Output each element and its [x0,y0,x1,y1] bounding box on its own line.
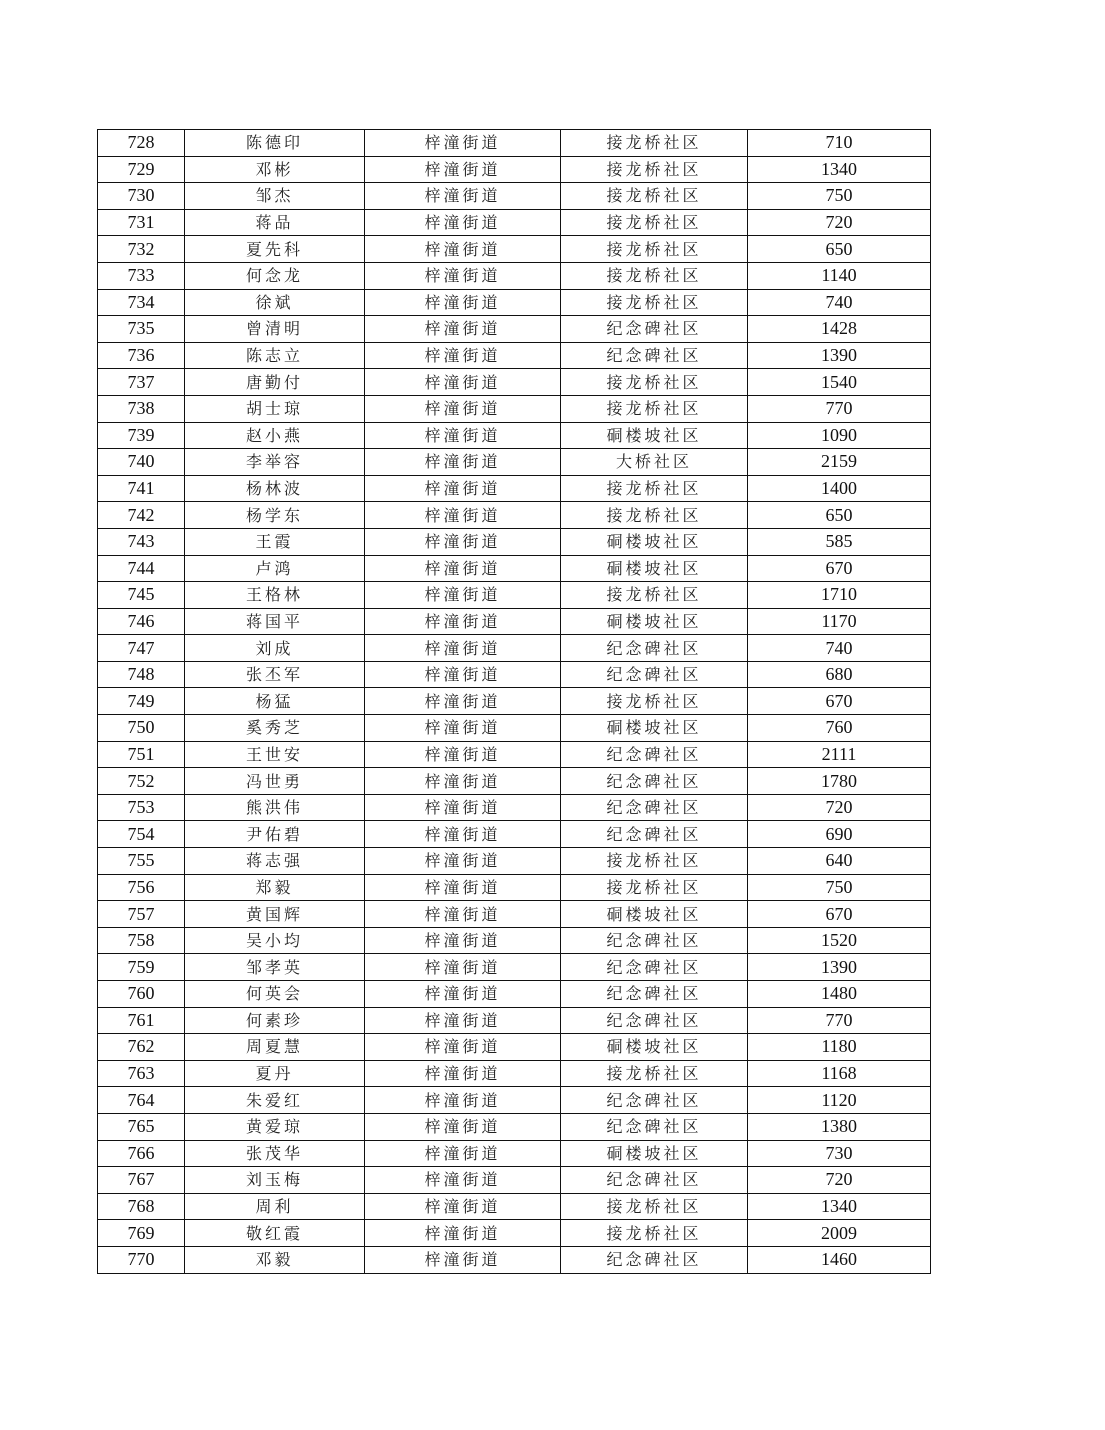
amount-cell: 710 [748,130,931,157]
street-cell: 梓潼街道 [365,528,561,555]
table-row [98,1167,931,1194]
table-row [98,1220,931,1247]
amount-cell: 720 [748,794,931,821]
row-number-cell: 739 [98,422,185,449]
community-cell: 接龙桥社区 [561,262,748,289]
street-cell: 梓潼街道 [365,475,561,502]
name-cell: 陈德印 [185,130,365,157]
row-number-cell: 732 [98,236,185,263]
street-cell: 梓潼街道 [365,741,561,768]
community-cell: 接龙桥社区 [561,475,748,502]
row-number-cell: 735 [98,316,185,343]
amount-cell: 585 [748,528,931,555]
street-cell: 梓潼街道 [365,289,561,316]
table-row [98,422,931,449]
street-cell: 梓潼街道 [365,449,561,476]
name-cell: 何英会 [185,981,365,1008]
amount-cell: 2009 [748,1220,931,1247]
amount-cell: 760 [748,715,931,742]
street-cell: 梓潼街道 [365,927,561,954]
street-cell: 梓潼街道 [365,848,561,875]
name-cell: 刘玉梅 [185,1167,365,1194]
amount-cell: 1170 [748,608,931,635]
table-row [98,954,931,981]
row-number-cell: 731 [98,209,185,236]
street-cell: 梓潼街道 [365,395,561,422]
row-number-cell: 742 [98,502,185,529]
table-row [98,316,931,343]
name-cell: 杨林波 [185,475,365,502]
community-cell: 接龙桥社区 [561,848,748,875]
name-cell: 周夏慧 [185,1034,365,1061]
row-number-cell: 763 [98,1060,185,1087]
street-cell: 梓潼街道 [365,688,561,715]
table-row [98,502,931,529]
community-cell: 接龙桥社区 [561,582,748,609]
community-cell: 接龙桥社区 [561,874,748,901]
name-cell: 胡士琼 [185,395,365,422]
table-row [98,688,931,715]
community-cell: 接龙桥社区 [561,209,748,236]
row-number-cell: 747 [98,635,185,662]
amount-cell: 1380 [748,1113,931,1140]
row-number-cell: 765 [98,1113,185,1140]
name-cell: 邹杰 [185,183,365,210]
amount-cell: 1710 [748,582,931,609]
community-cell: 纪念碑社区 [561,768,748,795]
table-row [98,395,931,422]
amount-cell: 670 [748,901,931,928]
community-cell: 纪念碑社区 [561,927,748,954]
street-cell: 梓潼街道 [365,156,561,183]
row-number-cell: 753 [98,794,185,821]
street-cell: 梓潼街道 [365,661,561,688]
name-cell: 卢鸿 [185,555,365,582]
amount-cell: 1180 [748,1034,931,1061]
community-cell: 纪念碑社区 [561,316,748,343]
community-cell: 接龙桥社区 [561,1060,748,1087]
table-row [98,874,931,901]
amount-cell: 1428 [748,316,931,343]
name-cell: 陈志立 [185,342,365,369]
name-cell: 蒋志强 [185,848,365,875]
name-cell: 刘成 [185,635,365,662]
street-cell: 梓潼街道 [365,555,561,582]
community-cell: 接龙桥社区 [561,688,748,715]
table-row [98,475,931,502]
street-cell: 梓潼街道 [365,130,561,157]
table-row [98,741,931,768]
row-number-cell: 738 [98,395,185,422]
street-cell: 梓潼街道 [365,183,561,210]
table-row [98,262,931,289]
community-cell: 硐楼坡社区 [561,422,748,449]
amount-cell: 650 [748,236,931,263]
row-number-cell: 730 [98,183,185,210]
row-number-cell: 760 [98,981,185,1008]
community-cell: 纪念碑社区 [561,1113,748,1140]
name-cell: 何素珍 [185,1007,365,1034]
row-number-cell: 767 [98,1167,185,1194]
row-number-cell: 766 [98,1140,185,1167]
street-cell: 梓潼街道 [365,502,561,529]
community-cell: 硐楼坡社区 [561,1034,748,1061]
street-cell: 梓潼街道 [365,1167,561,1194]
name-cell: 杨学东 [185,502,365,529]
table-row [98,794,931,821]
table-row [98,768,931,795]
community-cell: 纪念碑社区 [561,635,748,662]
table-row [98,848,931,875]
community-cell: 纪念碑社区 [561,954,748,981]
table-row [98,369,931,396]
street-cell: 梓潼街道 [365,1220,561,1247]
row-number-cell: 757 [98,901,185,928]
street-cell: 梓潼街道 [365,821,561,848]
table-row [98,130,931,157]
community-cell: 接龙桥社区 [561,156,748,183]
table-row [98,156,931,183]
row-number-cell: 762 [98,1034,185,1061]
name-cell: 邹孝英 [185,954,365,981]
name-cell: 黄爱琼 [185,1113,365,1140]
community-cell: 纪念碑社区 [561,1087,748,1114]
amount-cell: 670 [748,555,931,582]
community-cell: 硐楼坡社区 [561,608,748,635]
amount-cell: 1168 [748,1060,931,1087]
table-row [98,209,931,236]
amount-cell: 1140 [748,262,931,289]
row-number-cell: 746 [98,608,185,635]
name-cell: 夏丹 [185,1060,365,1087]
table-row [98,1140,931,1167]
name-cell: 徐斌 [185,289,365,316]
amount-cell: 740 [748,635,931,662]
amount-cell: 1090 [748,422,931,449]
community-cell: 硐楼坡社区 [561,528,748,555]
row-number-cell: 741 [98,475,185,502]
name-cell: 王世安 [185,741,365,768]
amount-cell: 1340 [748,156,931,183]
community-cell: 硐楼坡社区 [561,1140,748,1167]
amount-cell: 680 [748,661,931,688]
community-cell: 纪念碑社区 [561,342,748,369]
community-cell: 纪念碑社区 [561,741,748,768]
name-cell: 周利 [185,1193,365,1220]
name-cell: 朱爱红 [185,1087,365,1114]
row-number-cell: 770 [98,1246,185,1273]
amount-cell: 690 [748,821,931,848]
table-row [98,981,931,1008]
name-cell: 邓毅 [185,1246,365,1273]
street-cell: 梓潼街道 [365,715,561,742]
row-number-cell: 764 [98,1087,185,1114]
name-cell: 蒋品 [185,209,365,236]
name-cell: 熊洪伟 [185,794,365,821]
table-row [98,635,931,662]
row-number-cell: 749 [98,688,185,715]
name-cell: 夏先科 [185,236,365,263]
community-cell: 接龙桥社区 [561,183,748,210]
name-cell: 张丕军 [185,661,365,688]
amount-cell: 750 [748,874,931,901]
name-cell: 杨猛 [185,688,365,715]
amount-cell: 730 [748,1140,931,1167]
name-cell: 奚秀芝 [185,715,365,742]
street-cell: 梓潼街道 [365,1193,561,1220]
name-cell: 李举容 [185,449,365,476]
community-cell: 硐楼坡社区 [561,715,748,742]
street-cell: 梓潼街道 [365,582,561,609]
amount-cell: 1480 [748,981,931,1008]
street-cell: 梓潼街道 [365,1087,561,1114]
amount-cell: 770 [748,1007,931,1034]
street-cell: 梓潼街道 [365,1246,561,1273]
table-row [98,528,931,555]
street-cell: 梓潼街道 [365,874,561,901]
street-cell: 梓潼街道 [365,768,561,795]
street-cell: 梓潼街道 [365,608,561,635]
street-cell: 梓潼街道 [365,1113,561,1140]
table-row [98,927,931,954]
row-number-cell: 737 [98,369,185,396]
name-cell: 王格林 [185,582,365,609]
table-row [98,661,931,688]
data-table [97,129,931,1274]
street-cell: 梓潼街道 [365,342,561,369]
amount-cell: 720 [748,1167,931,1194]
table-row [98,289,931,316]
name-cell: 黄国辉 [185,901,365,928]
street-cell: 梓潼街道 [365,1007,561,1034]
community-cell: 接龙桥社区 [561,1220,748,1247]
amount-cell: 1540 [748,369,931,396]
community-cell: 纪念碑社区 [561,1246,748,1273]
row-number-cell: 734 [98,289,185,316]
street-cell: 梓潼街道 [365,1060,561,1087]
table-row [98,901,931,928]
community-cell: 接龙桥社区 [561,502,748,529]
table-row [98,1087,931,1114]
amount-cell: 1390 [748,342,931,369]
name-cell: 郑毅 [185,874,365,901]
amount-cell: 2159 [748,449,931,476]
row-number-cell: 733 [98,262,185,289]
table-row [98,183,931,210]
name-cell: 王霞 [185,528,365,555]
table-row [98,236,931,263]
row-number-cell: 751 [98,741,185,768]
row-number-cell: 740 [98,449,185,476]
street-cell: 梓潼街道 [365,369,561,396]
street-cell: 梓潼街道 [365,1034,561,1061]
row-number-cell: 768 [98,1193,185,1220]
table-row [98,1246,931,1273]
table-row [98,821,931,848]
table-row [98,1007,931,1034]
amount-cell: 1460 [748,1246,931,1273]
amount-cell: 650 [748,502,931,529]
row-number-cell: 752 [98,768,185,795]
row-number-cell: 754 [98,821,185,848]
table-row [98,555,931,582]
street-cell: 梓潼街道 [365,262,561,289]
name-cell: 张茂华 [185,1140,365,1167]
street-cell: 梓潼街道 [365,635,561,662]
name-cell: 曾清明 [185,316,365,343]
row-number-cell: 756 [98,874,185,901]
row-number-cell: 729 [98,156,185,183]
row-number-cell: 728 [98,130,185,157]
community-cell: 纪念碑社区 [561,1167,748,1194]
name-cell: 邓彬 [185,156,365,183]
table-row [98,582,931,609]
row-number-cell: 743 [98,528,185,555]
amount-cell: 740 [748,289,931,316]
name-cell: 敬红霞 [185,1220,365,1247]
table-row [98,1113,931,1140]
table-row [98,1193,931,1220]
street-cell: 梓潼街道 [365,954,561,981]
row-number-cell: 736 [98,342,185,369]
table-row [98,1034,931,1061]
amount-cell: 640 [748,848,931,875]
community-cell: 接龙桥社区 [561,369,748,396]
row-number-cell: 750 [98,715,185,742]
row-number-cell: 748 [98,661,185,688]
community-cell: 接龙桥社区 [561,395,748,422]
table-row [98,715,931,742]
community-cell: 纪念碑社区 [561,661,748,688]
name-cell: 赵小燕 [185,422,365,449]
table-body [98,130,931,1274]
name-cell: 尹佑碧 [185,821,365,848]
row-number-cell: 745 [98,582,185,609]
row-number-cell: 744 [98,555,185,582]
community-cell: 纪念碑社区 [561,981,748,1008]
street-cell: 梓潼街道 [365,209,561,236]
street-cell: 梓潼街道 [365,422,561,449]
community-cell: 接龙桥社区 [561,1193,748,1220]
street-cell: 梓潼街道 [365,794,561,821]
name-cell: 唐勤付 [185,369,365,396]
amount-cell: 750 [748,183,931,210]
name-cell: 何念龙 [185,262,365,289]
community-cell: 接龙桥社区 [561,236,748,263]
row-number-cell: 761 [98,1007,185,1034]
amount-cell: 770 [748,395,931,422]
row-number-cell: 769 [98,1220,185,1247]
community-cell: 接龙桥社区 [561,289,748,316]
amount-cell: 1340 [748,1193,931,1220]
amount-cell: 1400 [748,475,931,502]
table-row [98,608,931,635]
community-cell: 纪念碑社区 [561,1007,748,1034]
amount-cell: 1780 [748,768,931,795]
amount-cell: 1520 [748,927,931,954]
street-cell: 梓潼街道 [365,981,561,1008]
amount-cell: 720 [748,209,931,236]
amount-cell: 1120 [748,1087,931,1114]
street-cell: 梓潼街道 [365,1140,561,1167]
amount-cell: 670 [748,688,931,715]
table-row [98,449,931,476]
table-row [98,342,931,369]
community-cell: 纪念碑社区 [561,821,748,848]
row-number-cell: 759 [98,954,185,981]
amount-cell: 1390 [748,954,931,981]
community-cell: 硐楼坡社区 [561,555,748,582]
name-cell: 吴小均 [185,927,365,954]
community-cell: 接龙桥社区 [561,130,748,157]
street-cell: 梓潼街道 [365,901,561,928]
amount-cell: 2111 [748,741,931,768]
name-cell: 冯世勇 [185,768,365,795]
street-cell: 梓潼街道 [365,316,561,343]
table-row [98,1060,931,1087]
community-cell: 纪念碑社区 [561,794,748,821]
community-cell: 大桥社区 [561,449,748,476]
community-cell: 硐楼坡社区 [561,901,748,928]
street-cell: 梓潼街道 [365,236,561,263]
row-number-cell: 755 [98,848,185,875]
row-number-cell: 758 [98,927,185,954]
name-cell: 蒋国平 [185,608,365,635]
